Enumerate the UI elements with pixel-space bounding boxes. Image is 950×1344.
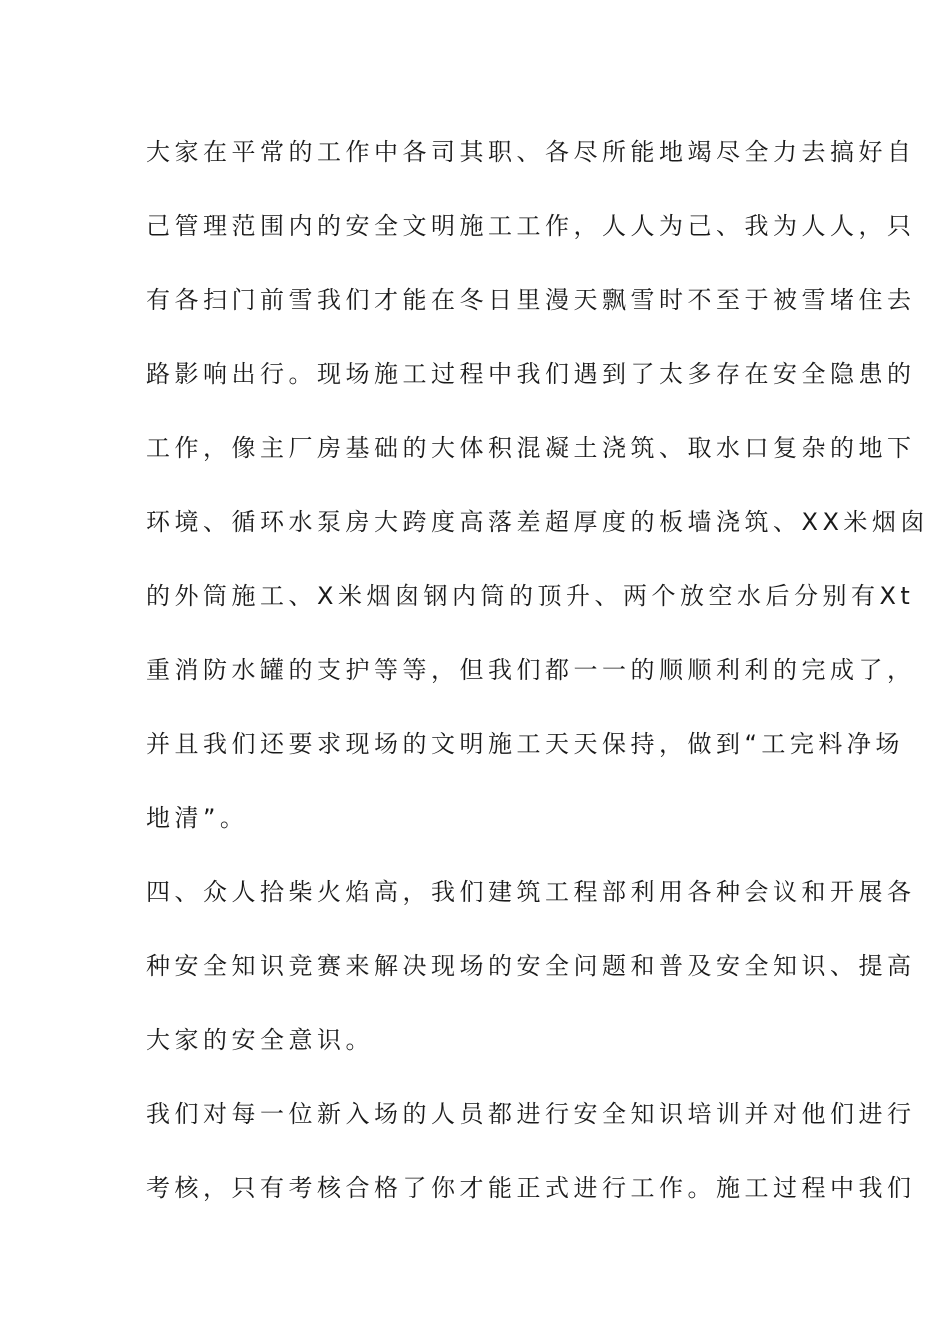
text-line: 己管理范围内的安全文明施工工作，人人为己、我为人人，只	[146, 212, 916, 240]
text-line: 考核，只有考核合格了你才能正式进行工作。施工过程中我们	[146, 1174, 916, 1202]
text-line: 有各扫门前雪我们才能在冬日里漫天飘雪时不至于被雪堵住去	[146, 286, 916, 314]
text-line: 大家在平常的工作中各司其职、各尽所能地竭尽全力去搞好自	[146, 138, 916, 166]
text-line: 工作，像主厂房基础的大体积混凝土浇筑、取水口复杂的地下	[146, 434, 916, 462]
text-line: 环境、循环水泵房大跨度高落差超厚度的板墙浇筑、XX米烟囱	[146, 508, 929, 536]
text-line: 的外筒施工、X米烟囱钢内筒的顶升、两个放空水后分别有Xt	[146, 582, 915, 610]
text-line: 重消防水罐的支护等等，但我们都一一的顺顺利利的完成了，	[146, 656, 916, 684]
text-line: 我们对每一位新入场的人员都进行安全知识培训并对他们进行	[146, 1100, 916, 1128]
text-line: 路影响出行。现场施工过程中我们遇到了太多存在安全隐患的	[146, 360, 916, 388]
text-line: 并且我们还要求现场的文明施工天天保持，做到“工完料净场	[146, 730, 904, 758]
text-line: 地清”。	[146, 804, 249, 832]
section-heading-line: 四、众人拾柴火焰高，我们建筑工程部利用各种会议和开展各	[146, 878, 916, 906]
text-line: 种安全知识竞赛来解决现场的安全问题和普及安全知识、提高	[146, 952, 916, 980]
text-line: 大家的安全意识。	[146, 1026, 374, 1054]
